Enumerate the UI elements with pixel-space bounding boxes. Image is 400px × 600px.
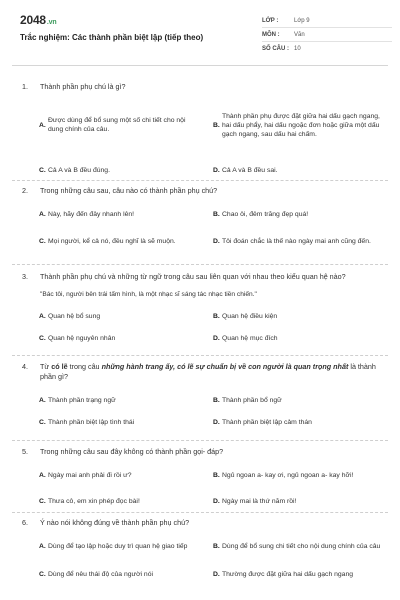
- question-stem: 3. Thành phần phụ chú và những từ ngữ trong câu sau liên quan với nhau theo kiểu quan hệ nào?: [22, 272, 346, 281]
- option-d[interactable]: [204, 414, 388, 430]
- option-letter: A.: [39, 121, 46, 129]
- option-letter: A.: [39, 471, 46, 479]
- question-4: [12, 362, 388, 430]
- option-letter: A.: [39, 312, 46, 320]
- option-letter: B.: [213, 121, 220, 129]
- meta-label: LỚP :: [262, 17, 279, 24]
- question-number: 5.: [22, 447, 28, 456]
- option-d[interactable]: [204, 230, 388, 252]
- option-text: Quan hệ nguyên nhân: [48, 334, 116, 342]
- worksheet-header: [12, 0, 388, 66]
- option-a[interactable]: [12, 467, 196, 483]
- option-letter: B.: [213, 210, 220, 218]
- option-text: Thành phần biệt lập cảm thán: [222, 418, 312, 426]
- option-letter: D.: [213, 570, 220, 578]
- option-text: Dùng để nêu thái độ của người nói: [48, 570, 153, 578]
- option-text: Quan hệ bổ sung: [48, 312, 101, 320]
- option-letter: C.: [39, 570, 46, 578]
- question-stem: 2. Trong những câu sau, câu nào có thành phần phụ chú?: [22, 186, 218, 195]
- option-c[interactable]: [12, 493, 196, 509]
- option-a[interactable]: [12, 536, 196, 556]
- option-grid: [12, 467, 388, 509]
- question-number: 3.: [22, 272, 28, 281]
- site-logo[interactable]: 2048.vn: [20, 13, 57, 27]
- option-grid: [12, 392, 388, 430]
- option-text: Thưa cô, em xin phép đọc bài!: [48, 497, 140, 505]
- option-text: Thường được đặt giữa hai dấu gạch ngang: [222, 570, 354, 578]
- question-divider: [12, 180, 388, 181]
- option-text: Quan hệ điều kiện: [222, 312, 278, 320]
- option-letter: A.: [39, 210, 46, 218]
- question-number: 6.: [22, 518, 28, 527]
- option-text: Chao ôi, đêm trăng đẹp quá!: [222, 210, 309, 218]
- option-text: Mọi người, kể cả nó, đều nghĩ là sẽ muộn.: [48, 237, 176, 245]
- option-letter: C.: [39, 497, 46, 505]
- option-grid: [12, 308, 388, 346]
- option-letter: B.: [213, 396, 220, 404]
- option-letter: B.: [213, 312, 220, 320]
- option-letter: A.: [39, 542, 46, 550]
- option-letter: D.: [213, 166, 220, 174]
- option-b[interactable]: [204, 308, 388, 324]
- question-5: [12, 447, 388, 509]
- meta-label: MÔN :: [262, 31, 280, 38]
- option-a[interactable]: [12, 104, 196, 146]
- meta-value: Văn: [294, 31, 305, 38]
- highlight-phrase: có lẽ: [51, 362, 68, 371]
- option-a[interactable]: [12, 392, 196, 408]
- option-letter: C.: [39, 237, 46, 245]
- option-grid: [12, 104, 388, 180]
- meta-row-count: [262, 42, 392, 56]
- meta-row-subject: [262, 28, 392, 42]
- meta-value: Lớp 9: [294, 17, 310, 24]
- question-6: [12, 518, 388, 582]
- option-text: Dùng để tạo lập hoặc duy trì quan hệ giao tiếp: [48, 542, 188, 550]
- question-divider: [12, 512, 388, 513]
- option-c[interactable]: [12, 414, 196, 430]
- option-text: Thành phần bổ ngữ: [222, 396, 282, 404]
- option-text: Dùng để bổ sung chi tiết cho nội dung chính của câu: [222, 542, 381, 550]
- option-text: Thành phần trạng ngữ: [48, 396, 116, 404]
- option-letter: D.: [213, 418, 220, 426]
- question-divider: [12, 355, 388, 356]
- option-b[interactable]: [204, 206, 388, 222]
- option-c[interactable]: [12, 160, 196, 180]
- option-d[interactable]: [204, 160, 388, 180]
- option-b[interactable]: [204, 467, 388, 483]
- option-text: Cả A và B đều đúng.: [48, 166, 110, 174]
- meta-row-class: [262, 14, 392, 28]
- option-text: Cả A và B đều sai.: [222, 166, 278, 174]
- option-grid: [12, 206, 388, 252]
- option-letter: D.: [213, 237, 220, 245]
- question-divider: [12, 264, 388, 265]
- option-letter: C.: [39, 166, 46, 174]
- option-text: Này, hãy đến đây nhanh lên!: [48, 210, 135, 218]
- page-title: Trắc nghiệm: Các thành phần biệt lập (tiếp theo): [20, 33, 204, 42]
- option-a[interactable]: [12, 308, 196, 324]
- option-text: Tôi đoán chắc là thế nào ngày mai anh cũng đến.: [222, 237, 371, 245]
- option-letter: D.: [213, 497, 220, 505]
- option-c[interactable]: [12, 566, 196, 582]
- option-letter: B.: [213, 542, 220, 550]
- option-letter: D.: [213, 334, 220, 342]
- option-d[interactable]: [204, 493, 388, 509]
- question-number: 4.: [22, 362, 28, 371]
- question-3: [12, 272, 388, 346]
- option-text: Thành phần phụ được đặt giữa hai dấu gạch ngang, hai dấu phẩy, hai dấu ngoặc đơn hoặc giữa một dấu gạch ngang, sau dấu hai chấm.: [222, 112, 380, 138]
- option-text: Thành phần biệt lập tình thái: [48, 418, 135, 426]
- option-b[interactable]: [204, 392, 388, 408]
- option-b[interactable]: [204, 536, 388, 556]
- option-letter: A.: [39, 396, 46, 404]
- option-text: Ngày mai là thứ năm rồi!: [222, 497, 297, 505]
- option-text: Được dùng để bổ sung một số chi tiết cho nội dung chính của câu.: [48, 117, 186, 133]
- option-letter: B.: [213, 471, 220, 479]
- question-1: [12, 82, 388, 180]
- question-number: 1.: [22, 82, 28, 91]
- question-divider: [12, 440, 388, 441]
- option-c[interactable]: [12, 330, 196, 346]
- option-d[interactable]: [204, 330, 388, 346]
- option-text: Quan hệ mục đích: [222, 334, 278, 342]
- meta-value: 10: [294, 46, 301, 52]
- option-a[interactable]: [12, 206, 196, 222]
- question-number: 2.: [22, 186, 28, 195]
- option-grid: [12, 536, 388, 582]
- question-quote: "Bác tôi, người bên trái tấm hình, là một nhạc sĩ sáng tác nhạc tiền chiến.": [40, 291, 257, 298]
- option-letter: C.: [39, 334, 46, 342]
- option-d[interactable]: [204, 566, 388, 582]
- option-b[interactable]: [204, 104, 388, 146]
- highlight-sentence: những hành trang ấy, có lẽ sự chuẩn bị về con người là quan trọng nhất: [101, 362, 349, 371]
- question-stem: 5. Trong những câu sau đây không có thành phần gọi- đáp?: [22, 447, 224, 456]
- question-stem: 4. Từ có lẽ trong câu những hành trang ấy, có lẽ sự chuẩn bị về con người là quan trọng nhất là thành phần gì?: [22, 362, 376, 381]
- worksheet-meta: [262, 14, 392, 56]
- question-stem: 1. Thành phần phụ chú là gì?: [22, 82, 126, 91]
- option-c[interactable]: [12, 230, 196, 252]
- option-text: Ngày mai anh phải đi rồi ư?: [48, 471, 132, 479]
- option-text: Ngủ ngoan a- kay ơi, ngủ ngoan a- kay hỡi!: [222, 471, 354, 479]
- question-stem: 6. Ý nào nói không đúng về thành phần phụ chú?: [22, 518, 190, 527]
- option-letter: C.: [39, 418, 46, 426]
- meta-label: SỐ CÂU :: [262, 46, 289, 52]
- question-2: [12, 186, 388, 252]
